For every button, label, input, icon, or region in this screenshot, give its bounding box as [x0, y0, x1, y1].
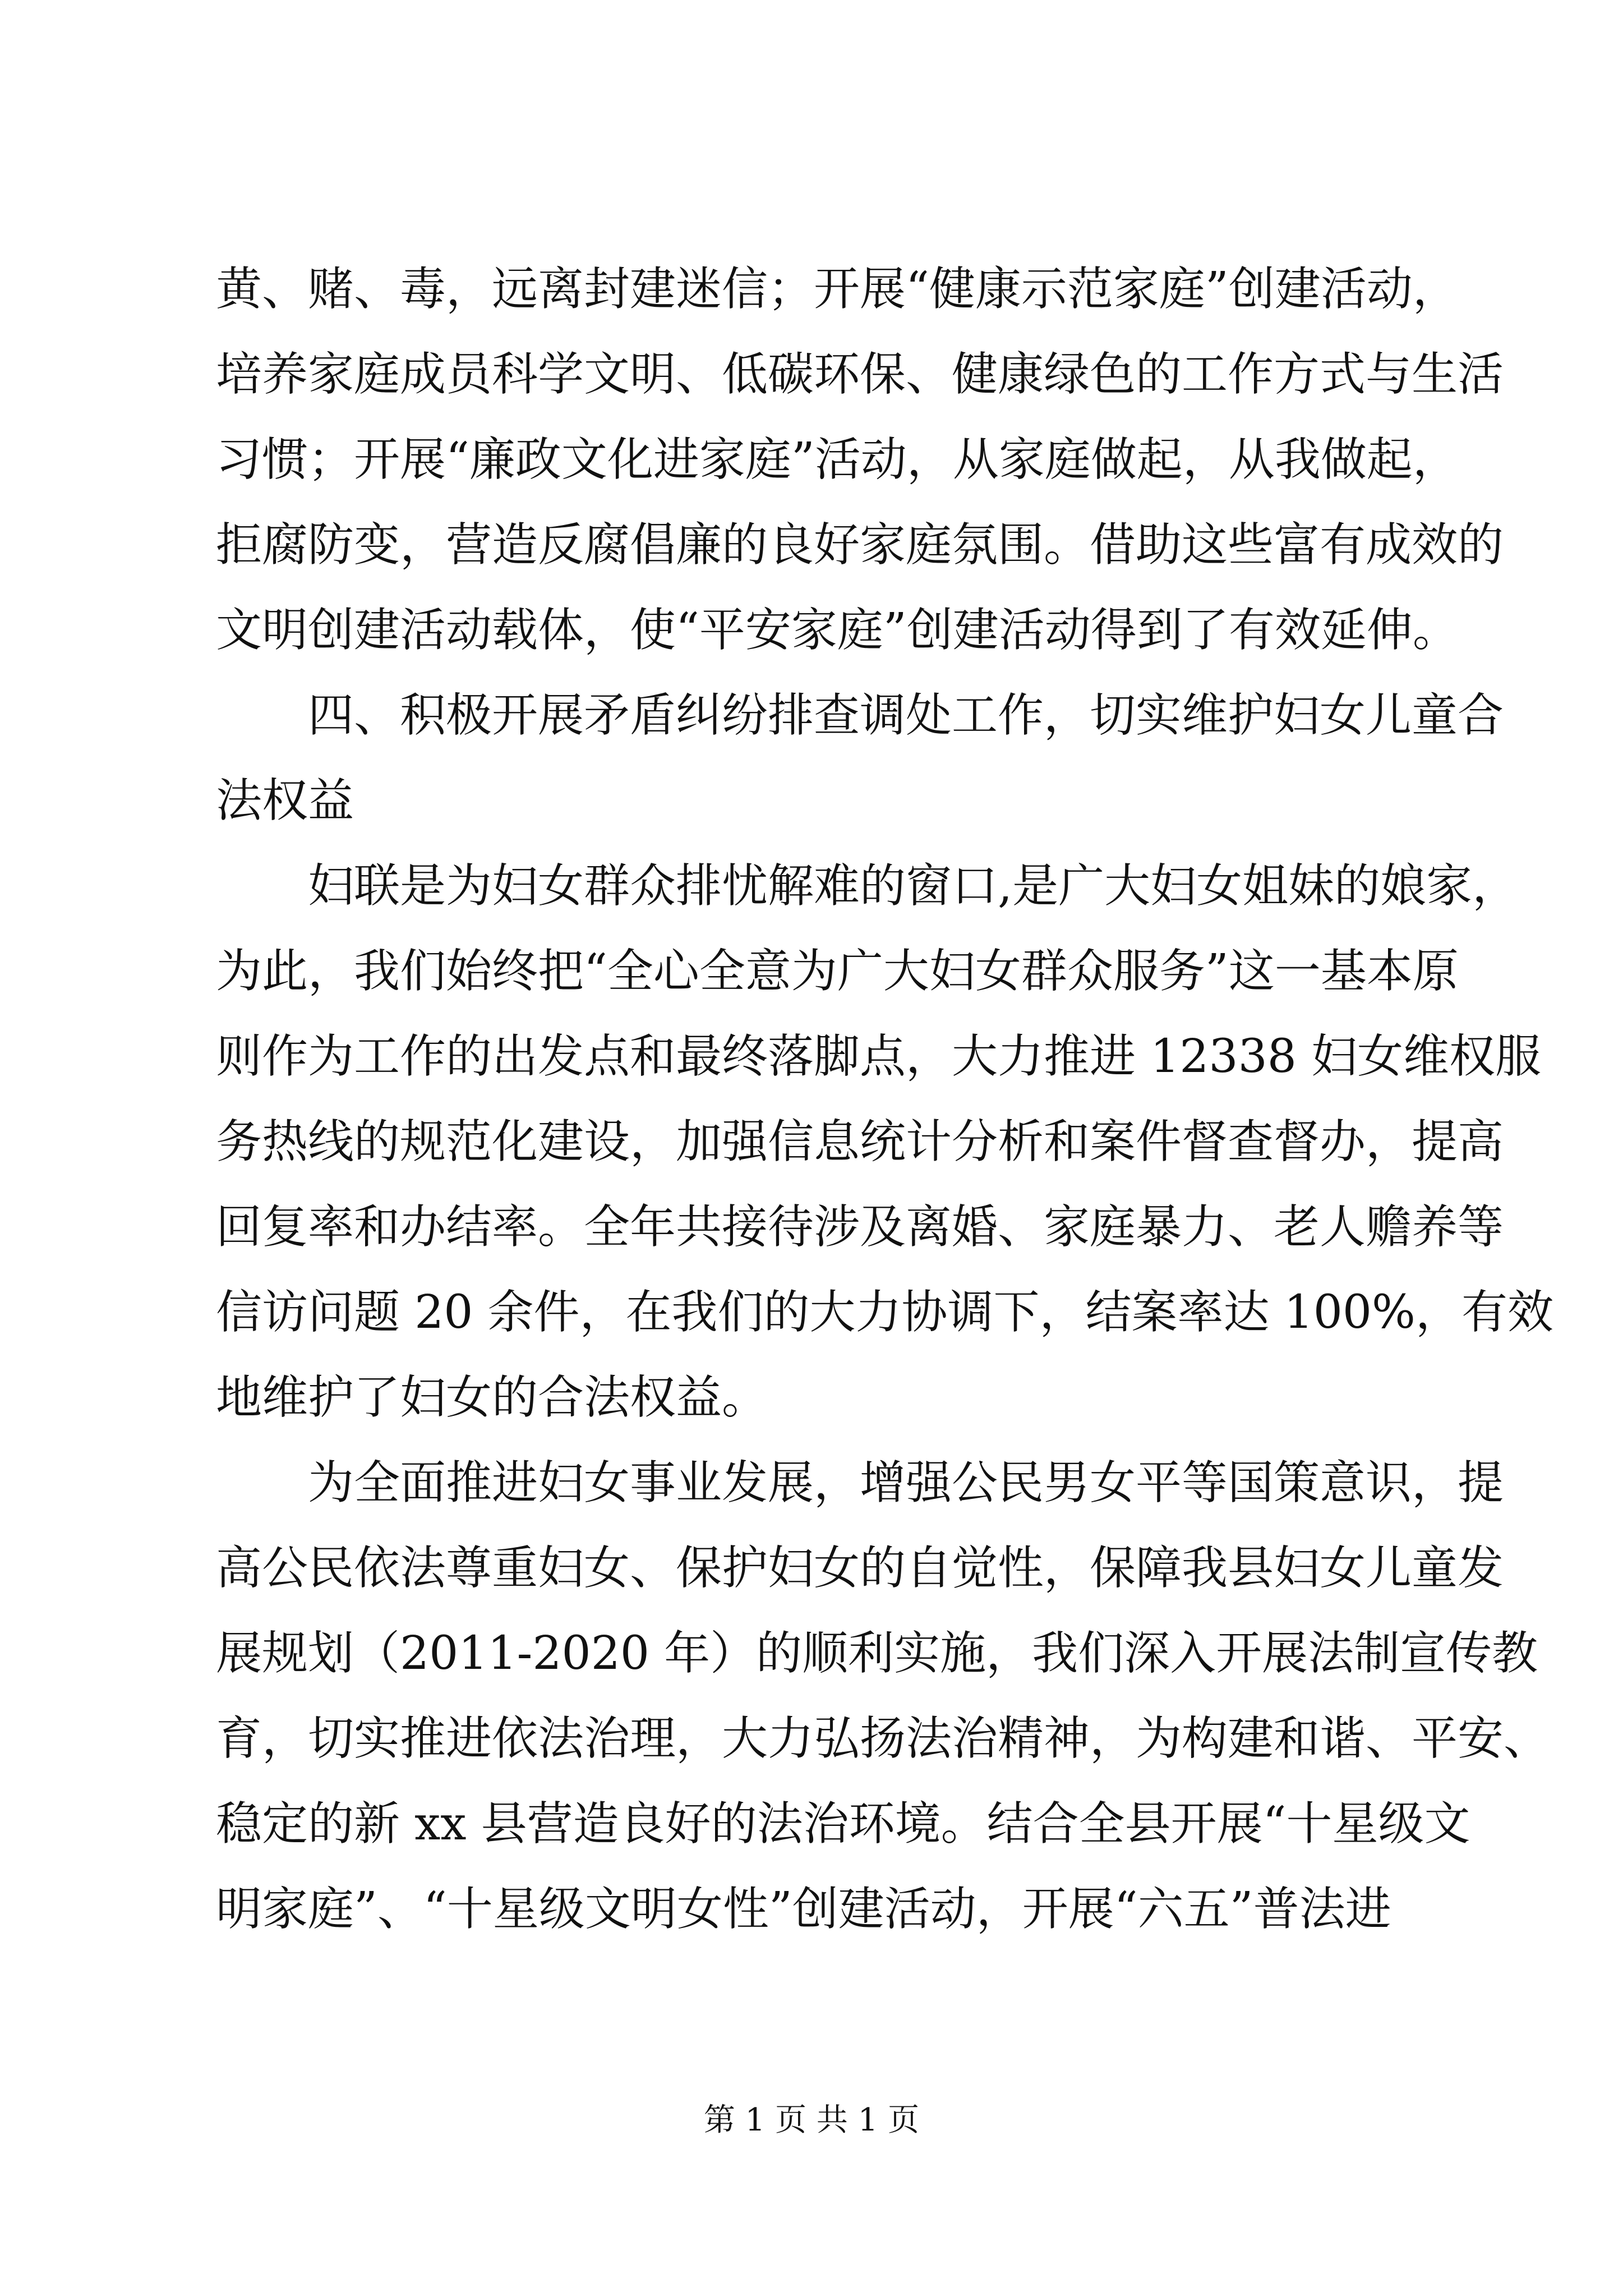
text-line: 明家庭”、“十星级文明女性”创建活动，开展“六五”普法进: [216, 1883, 1391, 1936]
text-line: 地维护了妇女的合法权益。: [216, 1371, 768, 1424]
text-line: 文明创建活动载体，使“平安家庭”创建活动得到了有效延伸。: [216, 604, 1459, 657]
text-line: 展规划（2011-2020 年）的顺利实施，我们深入开展法制宣传教: [216, 1627, 1538, 1680]
text-line: 黄、赌、毒，远离封建迷信；开展“健康示范家庭”创建活动，: [216, 263, 1459, 316]
text-line: 则作为工作的出发点和最终落脚点，大力推进 12338 妇女维权服: [216, 1030, 1541, 1083]
text-line: 育，切实推进依法治理，大力弘扬法治精神，为构建和谐、平安、: [216, 1712, 1550, 1765]
text-line: 拒腐防变，营造反腐倡廉的良好家庭氛围。借助这些富有成效的: [216, 518, 1504, 572]
page-footer: 第 1 页 共 1 页: [703, 2102, 920, 2138]
section-heading-line: 法权益: [216, 774, 354, 827]
section-heading-line: 四、积极开展矛盾纠纷排查调处工作，切实维护妇女儿童合: [216, 689, 1504, 742]
text-line: 信访问题 20 余件，在我们的大力协调下，结案率达 100%，有效: [216, 1286, 1553, 1339]
text-line: 为全面推进妇女事业发展，增强公民男女平等国策意识，提: [216, 1456, 1504, 1510]
document-body: [216, 247, 1553, 1952]
text-line: 为此，我们始终把“全心全意为广大妇女群众服务”这一基本原: [216, 945, 1459, 998]
text-line: 高公民依法尊重妇女、保护妇女的自觉性，保障我县妇女儿童发: [216, 1542, 1504, 1595]
text-line: 务热线的规范化建设，加强信息统计分析和案件督查督办，提高: [216, 1115, 1504, 1168]
text-line: 回复率和办结率。全年共接待涉及离婚、家庭暴力、老人赡养等: [216, 1200, 1504, 1254]
text-line: 稳定的新 xx 县营造良好的法治环境。结合全县开展“十星级文: [216, 1797, 1470, 1851]
text-line: 习惯；开展“廉政文化进家庭”活动，从家庭做起，从我做起，: [216, 433, 1459, 486]
text-line: 妇联是为妇女群众排忧解难的窗口,是广大妇女姐妹的娘家，: [216, 859, 1519, 913]
text-line: 培养家庭成员科学文明、低碳环保、健康绿色的工作方式与生活: [216, 348, 1504, 401]
